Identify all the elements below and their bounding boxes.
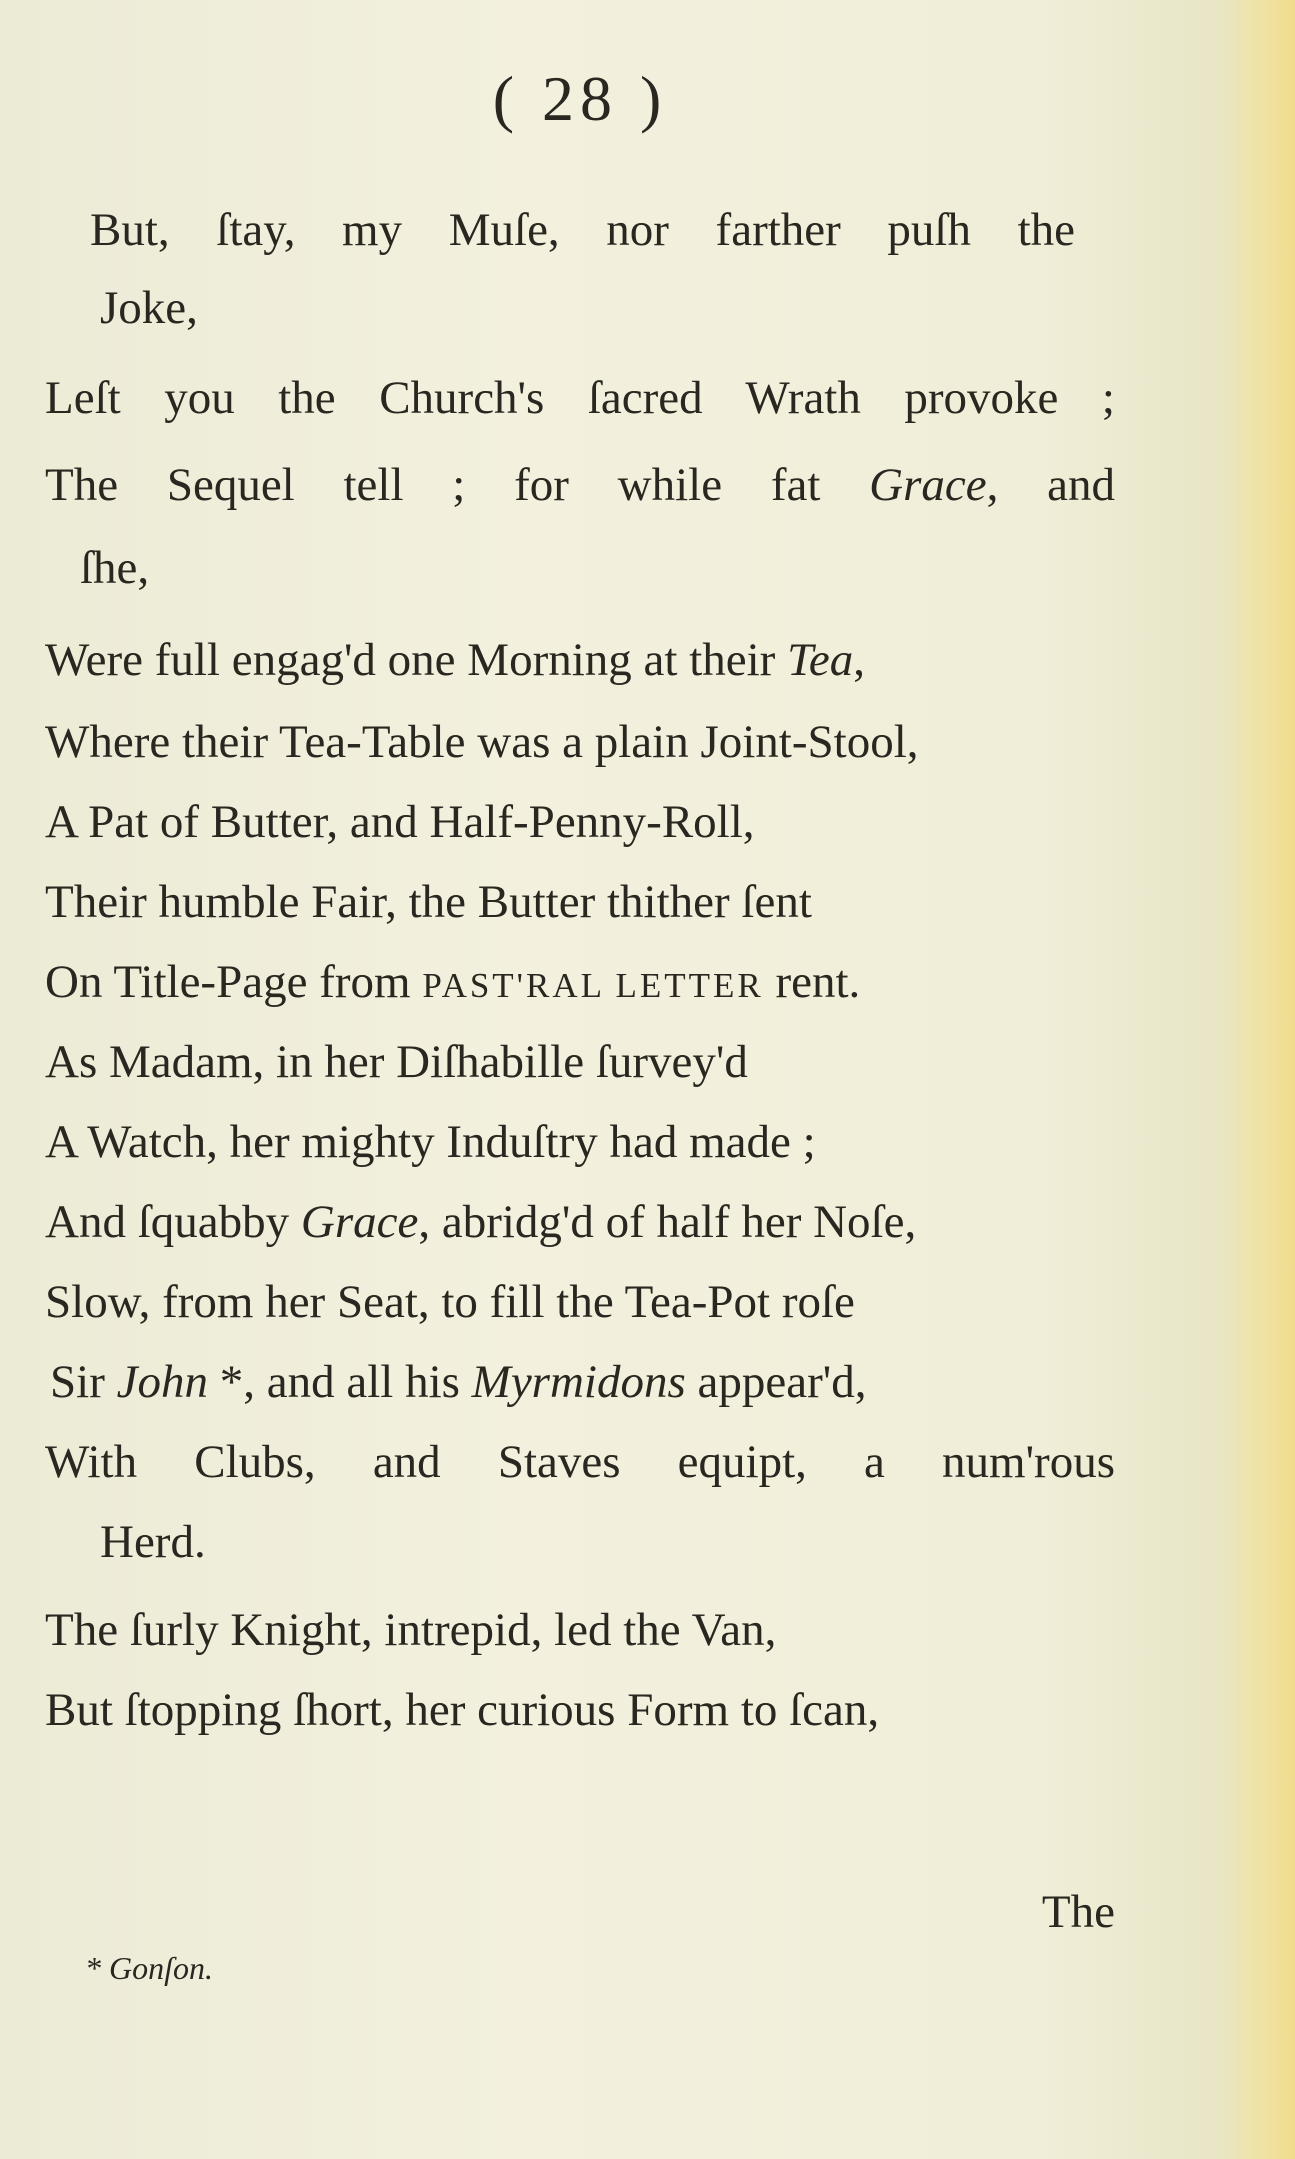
verse-line: The Sequel tell ; for while fat Grace, and [45, 459, 1116, 511]
verse-line: A Pat of Butter, and Half-Penny-Roll, [45, 796, 755, 848]
page-number: ( 28 ) [492, 63, 668, 134]
verse-line: And ſquabby Grace, abridg'd of half her Noſe, [45, 1196, 917, 1248]
verse-line: ſhe, [80, 542, 150, 594]
verse-line: Sir John *, and all his Myrmidons appear'd, [50, 1356, 867, 1408]
verse-line: With Clubs, and Staves equipt, a num'rous [45, 1436, 1115, 1488]
verse-line: Joke, [100, 282, 198, 334]
verse-line: On Title-Page from PAST'RAL LETTER rent. [45, 956, 861, 1008]
verse-line: Their humble Fair, the Butter thither ſent [45, 876, 812, 928]
verse-line: Where their Tea-Table was a plain Joint-Stool, [45, 716, 919, 768]
verse-line: But, ſtay, my Muſe, nor farther puſh the [90, 204, 1075, 256]
verse-line: Slow, from her Seat, to fill the Tea-Pot roſe [45, 1276, 855, 1328]
verse-line: But ſtopping ſhort, her curious Form to ſcan, [45, 1684, 880, 1736]
verse-line: Were full engag'd one Morning at their Tea, [45, 634, 866, 686]
verse-line: The ſurly Knight, intrepid, led the Van, [45, 1604, 777, 1656]
verse-line: A Watch, her mighty Induſtry had made ; [45, 1116, 816, 1168]
verse-line: As Madam, in her Diſhabille ſurvey'd [45, 1036, 748, 1088]
verse-line: Herd. [100, 1516, 206, 1568]
verse-line: Leſt you the Church's ſacred Wrath provoke ; [45, 372, 1115, 424]
footnote: * Gonſon. [85, 1950, 213, 1986]
catchword: The [1041, 1886, 1115, 1938]
